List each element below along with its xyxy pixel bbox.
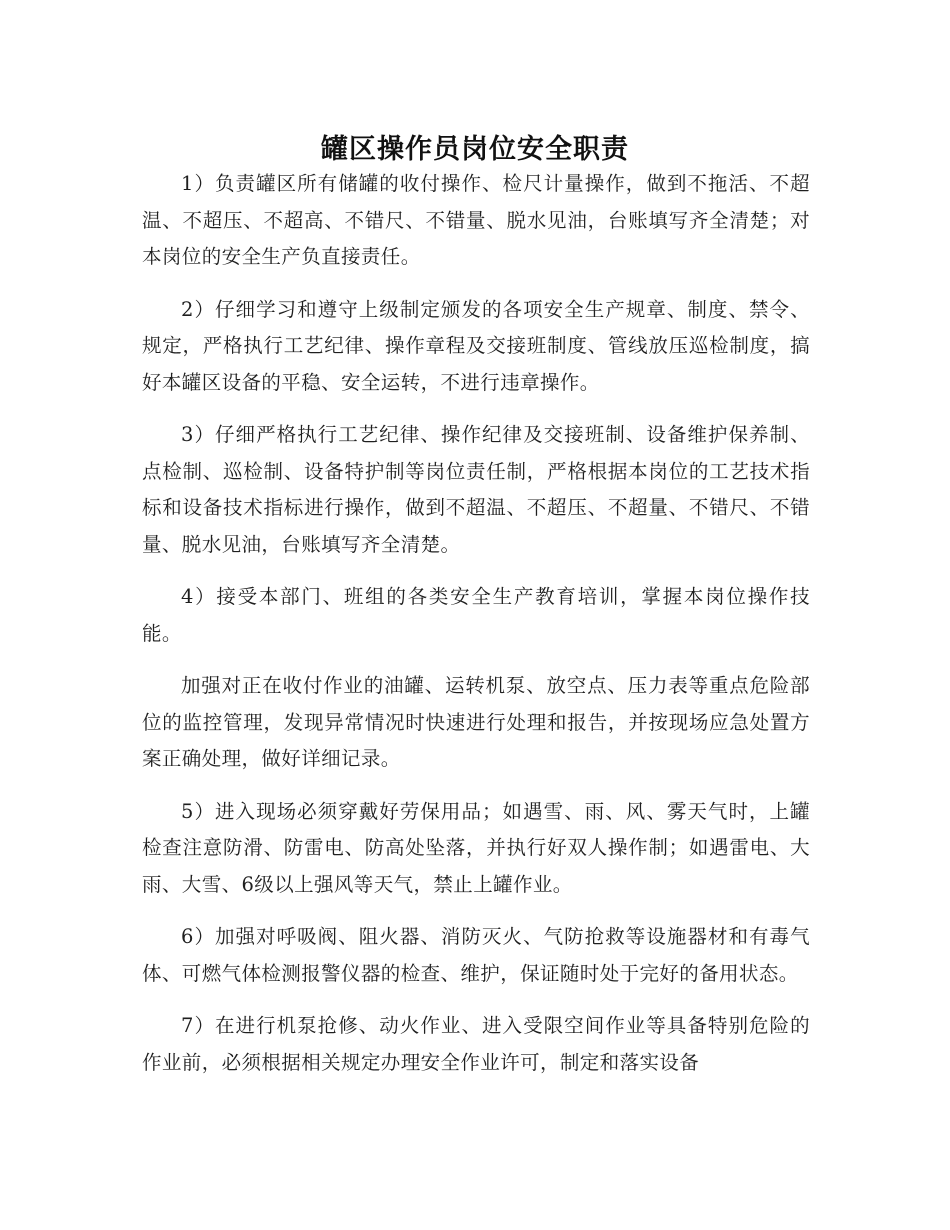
paragraph-3: 3）仔细严格执行工艺纪律、操作纪律及交接班制、设备维护保养制、点检制、巡检制、设备特护制等岗位责任制，严格根据本岗位的工艺技术指标和设备技术指标进行操作，做到不超温、不超压、不超量、不错尺、不错量、脱水见油，台账填写齐全清楚。: [142, 423, 810, 556]
paragraph-2: 2）仔细学习和遵守上级制定颁发的各项安全生产规章、制度、禁令、规定，严格执行工艺纪律、操作章程及交接班制度、管线放压巡检制度，搞好本罐区设备的平稳、安全运转，不进行违章操作。: [142, 297, 810, 394]
paragraph-7: 7）在进行机泵抢修、动火作业、进入受限空间作业等具备特别危险的作业前，必须根据相关规定办理安全作业许可，制定和落实设备: [142, 1014, 810, 1074]
paragraph-6: 6）加强对呼吸阀、阻火器、消防灭火、气防抢救等设施器材和有毒气体、可燃气体检测报警仪器的检查、维护，保证随时处于完好的备用状态。: [142, 925, 810, 985]
paragraph-1: 1）负责罐区所有储罐的收付操作、检尺计量操作，做到不拖活、不超温、不超压、不超高、不错尺、不错量、脱水见油，台账填写齐全清楚；对本岗位的安全生产负直接责任。: [142, 172, 810, 268]
document-title: 罐区操作员岗位安全职责: [321, 134, 629, 166]
paragraph-5: 5）进入现场必须穿戴好劳保用品；如遇雪、雨、风、雾天气时，上罐检查注意防滑、防雷电、防高处坠落，并执行好双人操作制；如遇雷电、大雨、大雪、6级以上强风等天气，禁止上罐作业。: [142, 799, 810, 896]
paragraph-4-supplement: 加强对正在收付作业的油罐、运转机泵、放空点、压力表等重点危险部位的监控管理，发现异常情况时快速进行处理和报告，并按现场应急处置方案正确处理，做好详细记录。: [142, 674, 810, 770]
document-body: [142, 166, 810, 1097]
paragraph-4: 4）接受本部门、班组的各类安全生产教育培训，掌握本岗位操作技能。: [142, 585, 810, 645]
